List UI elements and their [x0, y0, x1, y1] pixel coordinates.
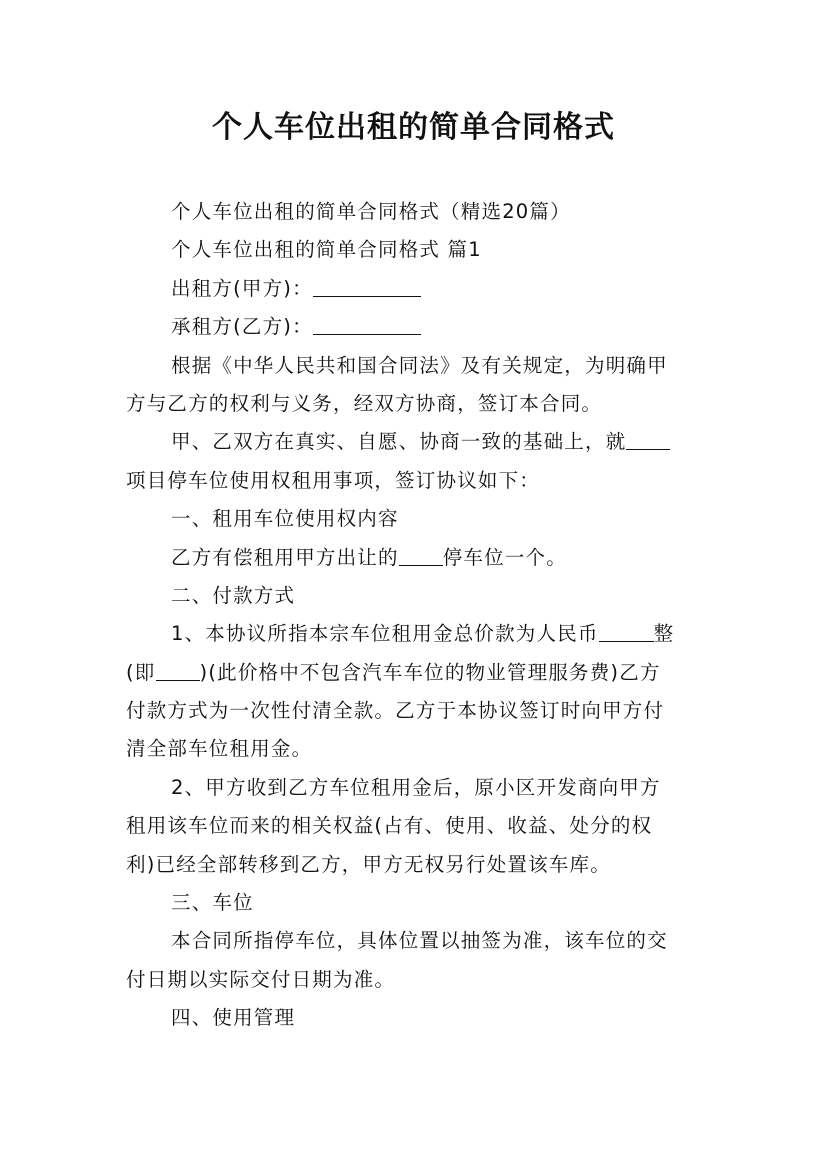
paragraph-line: 清全部车位租用金。	[126, 737, 313, 761]
paragraph-line: 2、甲方收到乙方车位租用金后，原小区开发商向甲方	[171, 775, 661, 799]
paragraph-text: )(此价格中不包含汽车车位的物业管理服务费)乙方	[199, 660, 661, 684]
paragraph-line	[126, 539, 702, 577]
paragraph-line: 付款方式为一次性付清全款。乙方于本协议签订时向甲方付	[126, 699, 665, 723]
section-heading: 个人车位出租的简单合同格式 篇1	[171, 238, 482, 262]
paragraph-line: 本合同所指停车位，具体位置以抽签为准，该车位的交	[171, 929, 668, 953]
document-title: 个人车位出租的简单合同格式	[212, 110, 615, 145]
paragraph-line: 项目停车位使用权租用事项，签订协议如下：	[126, 468, 541, 492]
document-body	[126, 193, 702, 1038]
paragraph-line: 方与乙方的权利与义务，经双方协商，签订本合同。	[126, 391, 603, 415]
paragraph-text: 整	[653, 622, 675, 646]
lessor-label: 出租方(甲方)：	[171, 276, 313, 300]
lessee-blank	[313, 314, 421, 335]
clause-heading: 二、付款方式	[171, 583, 296, 607]
paragraph-text: 甲、乙双方在真实、自愿、协商一致的基础上，就	[171, 430, 627, 454]
paragraph-line	[126, 654, 702, 692]
paragraph-line	[126, 423, 702, 461]
clause-heading: 三、车位	[171, 891, 254, 915]
lessee-line	[126, 308, 702, 346]
lessor-blank	[313, 276, 421, 297]
lessor-line	[126, 270, 702, 308]
subtitle-line: 个人车位出租的简单合同格式（精选20篇）	[171, 200, 571, 223]
amount-blank	[599, 621, 654, 642]
paragraph-line: 租用该车位而来的相关权益(占有、使用、收益、处分的权	[126, 814, 653, 838]
lessee-label: 承租方(乙方)：	[171, 315, 313, 339]
paragraph-text: 停车位一个。	[442, 545, 567, 569]
project-blank	[626, 429, 670, 450]
space-blank	[399, 545, 443, 566]
paragraph-line: 根据《中华人民共和国合同法》及有关规定，为明确甲	[171, 353, 668, 377]
paragraph-text: (即	[126, 660, 156, 684]
paragraph-text: 1、本协议所指本宗车位租用金总价款为人民币	[171, 622, 599, 646]
paragraph-line: 利)已经全部转移到乙方，甲方无权另行处置该车库。	[126, 852, 611, 876]
clause-heading: 一、租用车位使用权内容	[171, 507, 399, 531]
paragraph-text: 乙方有偿租用甲方出让的	[171, 545, 399, 569]
paragraph-line: 付日期以实际交付日期为准。	[126, 967, 396, 991]
amount-words-blank	[156, 660, 200, 681]
clause-heading: 四、使用管理	[171, 1006, 296, 1030]
paragraph-line	[126, 615, 702, 653]
